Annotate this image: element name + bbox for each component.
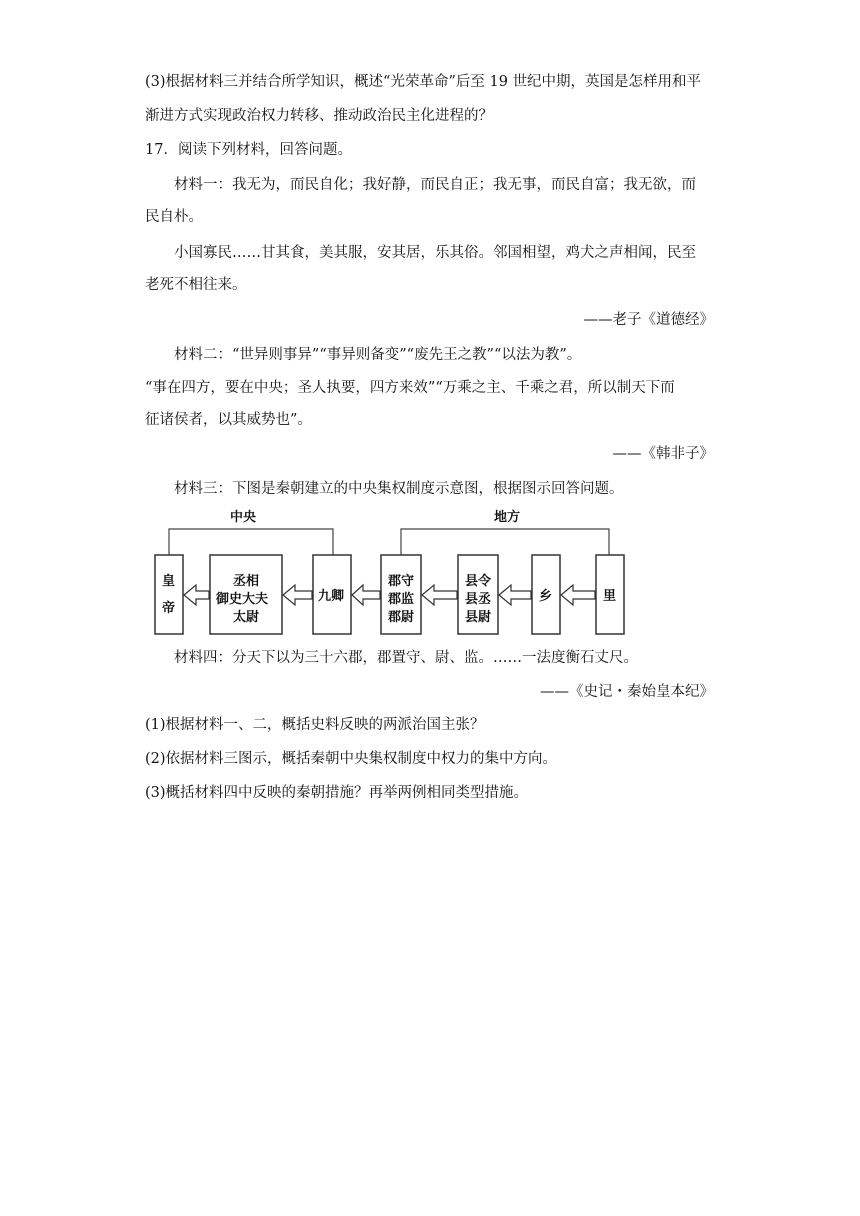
material4-line1: 材料四：分天下以为三十六郡，郡置守、尉、监。……一法度衡石丈尺。 bbox=[174, 650, 638, 666]
commandery-line-1: 郡守 bbox=[388, 574, 415, 589]
arrow-county-to-commandery bbox=[422, 585, 457, 605]
arrow-township-to-county bbox=[499, 585, 531, 605]
material3-intro: 材料三：下图是秦朝建立的中央集权制度示意图，根据图示回答问题。 bbox=[174, 481, 624, 497]
ministers-line-1: 丞相 bbox=[233, 574, 260, 589]
sub-question-2: (2)依据材料三图示，概括秦朝中央集权制度中权力的集中方向。 bbox=[145, 751, 558, 767]
qin-centralization-diagram bbox=[152, 505, 632, 640]
sub-question-3: (3)概括材料四中反映的秦朝措施？再举两例相同类型措施。 bbox=[145, 785, 529, 801]
village-label: 里 bbox=[603, 589, 617, 604]
ministers-line-3: 太尉 bbox=[233, 610, 260, 625]
local-bracket bbox=[401, 529, 609, 555]
commandery-line-2: 郡监 bbox=[388, 592, 415, 607]
emperor-char-1: 皇 bbox=[162, 574, 176, 589]
label-local: 地方 bbox=[494, 510, 521, 525]
central-bracket bbox=[169, 529, 333, 555]
box-emperor bbox=[155, 555, 183, 634]
material2-line3: 征诸侯者，以其威势也”。 bbox=[145, 412, 312, 428]
q17-title: 17．阅读下列材料，回答问题。 bbox=[145, 142, 352, 158]
material2-line1: 材料二：“世异则事异”“事异则备变”“废先王之教”“以法为教”。 bbox=[174, 347, 582, 363]
emperor-char-2: 帝 bbox=[162, 601, 176, 616]
material1-source: ——老子《道德经》 bbox=[583, 312, 714, 328]
material1-line1: 材料一：我无为，而民自化；我好静，而民自正；我无事，而民自富；我无欲，而 bbox=[174, 177, 696, 193]
ministers-line-2: 御史大夫 bbox=[216, 592, 269, 607]
material4-source: ——《史记・秦始皇本纪》 bbox=[540, 684, 714, 700]
nine-ministers-label: 九卿 bbox=[318, 589, 345, 604]
commandery-line-3: 郡尉 bbox=[388, 610, 415, 625]
material2-line2: “事在四方，要在中央；圣人执要，四方来效”“万乘之主、千乘之君，所以制天下而 bbox=[145, 380, 675, 396]
arrow-village-to-township bbox=[561, 585, 595, 605]
county-line-2: 县丞 bbox=[465, 592, 492, 607]
material2-source: ——《韩非子》 bbox=[612, 446, 714, 462]
material1-line2: 民自朴。 bbox=[145, 209, 203, 225]
arrow-nine-to-ministers bbox=[283, 585, 312, 605]
material1-line3: 小国寡民……甘其食，美其服，安其居，乐其俗。邻国相望，鸡犬之声相闻，民至 bbox=[174, 245, 696, 261]
county-line-3: 县尉 bbox=[465, 610, 492, 625]
material1-line4: 老死不相往来。 bbox=[145, 277, 247, 293]
township-label: 乡 bbox=[539, 589, 553, 604]
arrow-ministers-to-emperor bbox=[184, 585, 209, 605]
county-line-1: 县令 bbox=[465, 574, 492, 589]
label-central: 中央 bbox=[230, 510, 257, 525]
q16-part3-line1: (3)根据材料三并结合所学知识，概述“光荣革命”后至 19 世纪中期，英国是怎样用和平 bbox=[145, 74, 702, 90]
sub-question-1: (1)根据材料一、二，概括史料反映的两派治国主张？ bbox=[145, 717, 485, 733]
arrow-commandery-to-nine bbox=[352, 585, 380, 605]
q16-part3-line2: 渐进方式实现政治权力转移、推动政治民主化进程的？ bbox=[145, 108, 493, 124]
